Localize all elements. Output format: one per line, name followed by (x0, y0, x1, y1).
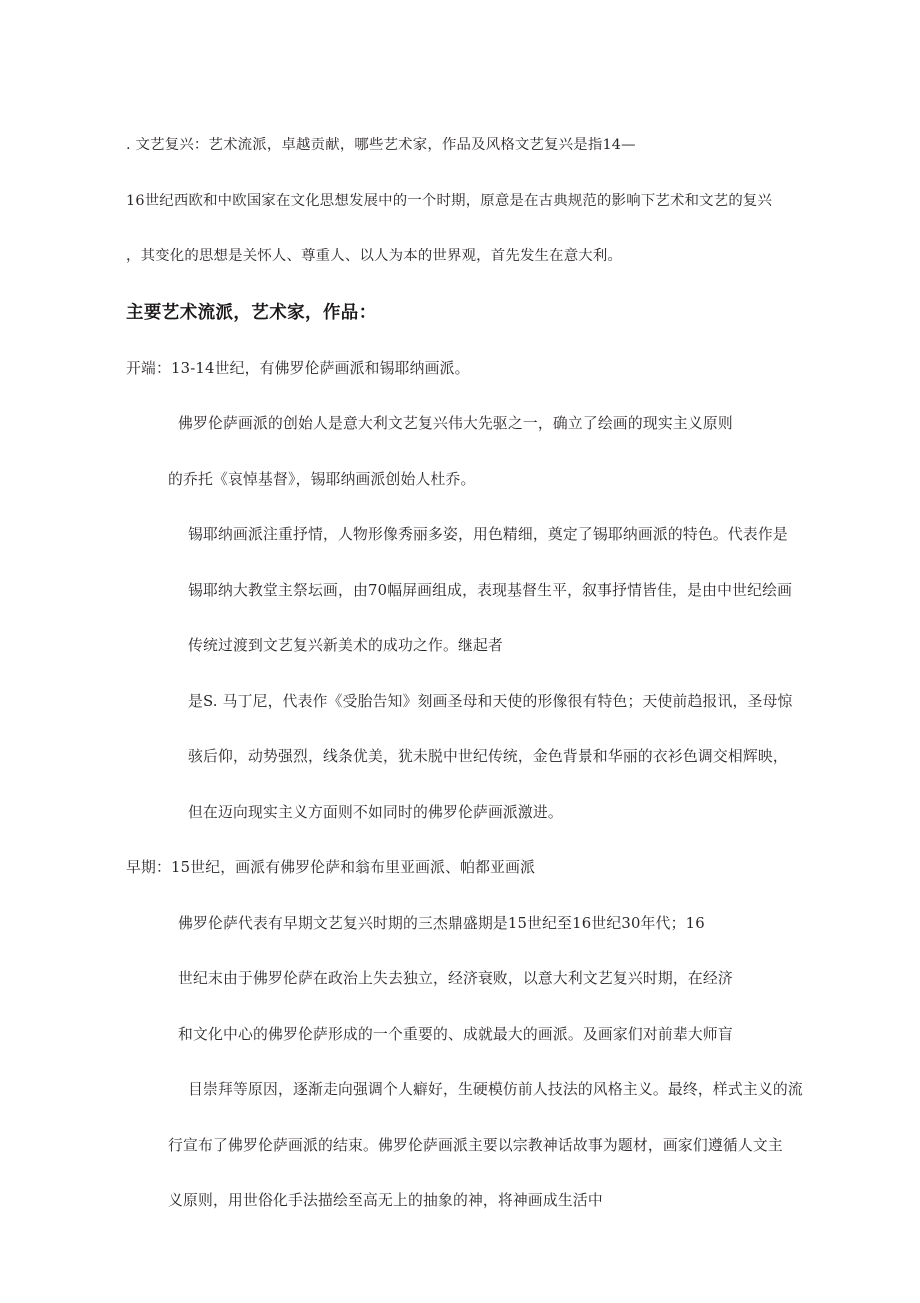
origin-label-line: 开端：13-14世纪，有佛罗伦萨画派和锡耶纳画派。 (126, 359, 470, 377)
early-p1-line-5: 行宣布了佛罗伦萨画派的结束。佛罗伦萨画派主要以宗教神话故事为题材，画家们遵循人文主 (168, 1136, 783, 1154)
origin-p1-line-1: 佛罗伦萨画派的创始人是意大利文艺复兴伟大先驱之一，确立了绘画的现实主义原则 (178, 415, 733, 432)
intro-line-2: 16世纪西欧和中欧国家在文化思想发展中的一个时期，原意是在古典规范的影响下艺术和文艺的复兴 (126, 192, 773, 209)
early-p1-line-4: 目崇拜等原因，逐渐走向强调个人癖好，生硬模仿前人技法的风格主义。最终，样式主义的流 (188, 1081, 803, 1098)
early-label-line: 早期：15世纪，画派有佛罗伦萨和翁布里亚画派、帕都亚画派 (126, 859, 536, 876)
early-p1-line-2: 世纪末由于佛罗伦萨在政治上失去独立，经济衰败，以意大利文艺复兴时期，在经济 (178, 970, 733, 987)
origin-p2-line-1: 锡耶纳画派注重抒情，人物形像秀丽多姿，用色精细，奠定了锡耶纳画派的特色。代表作是 (188, 526, 788, 543)
origin-p3-line-3: 但在迈向现实主义方面则不如同时的佛罗伦萨画派激进。 (188, 803, 563, 821)
origin-p2-line-2: 锡耶纳大教堂主祭坛画，由70幅屏画组成，表现基督生平，叙事抒情皆佳，是由中世纪绘画 (188, 581, 793, 599)
origin-p3-line-2: 骇后仰，动势强烈，线条优美，犹未脱中世纪传统，金色背景和华丽的衣衫色调交相辉映， (188, 748, 788, 765)
document-body (126, 118, 803, 1229)
origin-p2-line-3: 传统过渡到文艺复兴新美术的成功之作。继起者 (188, 637, 503, 654)
origin-p3-line-1: 是S. 马丁尼，代表作《受胎告知》刻画圣母和天使的形像很有特色；天使前趋报讯，圣母惊 (188, 692, 793, 710)
section-heading: 主要艺术流派，艺术家，作品： (126, 302, 377, 323)
origin-p1-line-2: 的乔托《哀悼基督》，锡耶纳画派创始人杜乔。 (168, 470, 476, 488)
early-p1-line-1: 佛罗伦萨代表有早期文艺复兴时期的三杰鼎盛期是15世纪至16世纪30年代；16 (178, 914, 705, 932)
early-p1-line-6: 义原则，用世俗化手法描绘至高无上的抽象的神，将神画成生活中 (168, 1192, 603, 1209)
intro-line-3: ，其变化的思想是关怀人、尊重人、以人为本的世界观，首先发生在意大利。 (126, 248, 623, 264)
early-p1-line-3: 和文化中心的佛罗伦萨形成的一个重要的、成就最大的画派。及画家们对前辈大师盲 (178, 1025, 733, 1043)
intro-line-1: . 文艺复兴：艺术流派，卓越贡献，哪些艺术家，作品及风格文艺复兴是指14— (126, 137, 636, 153)
